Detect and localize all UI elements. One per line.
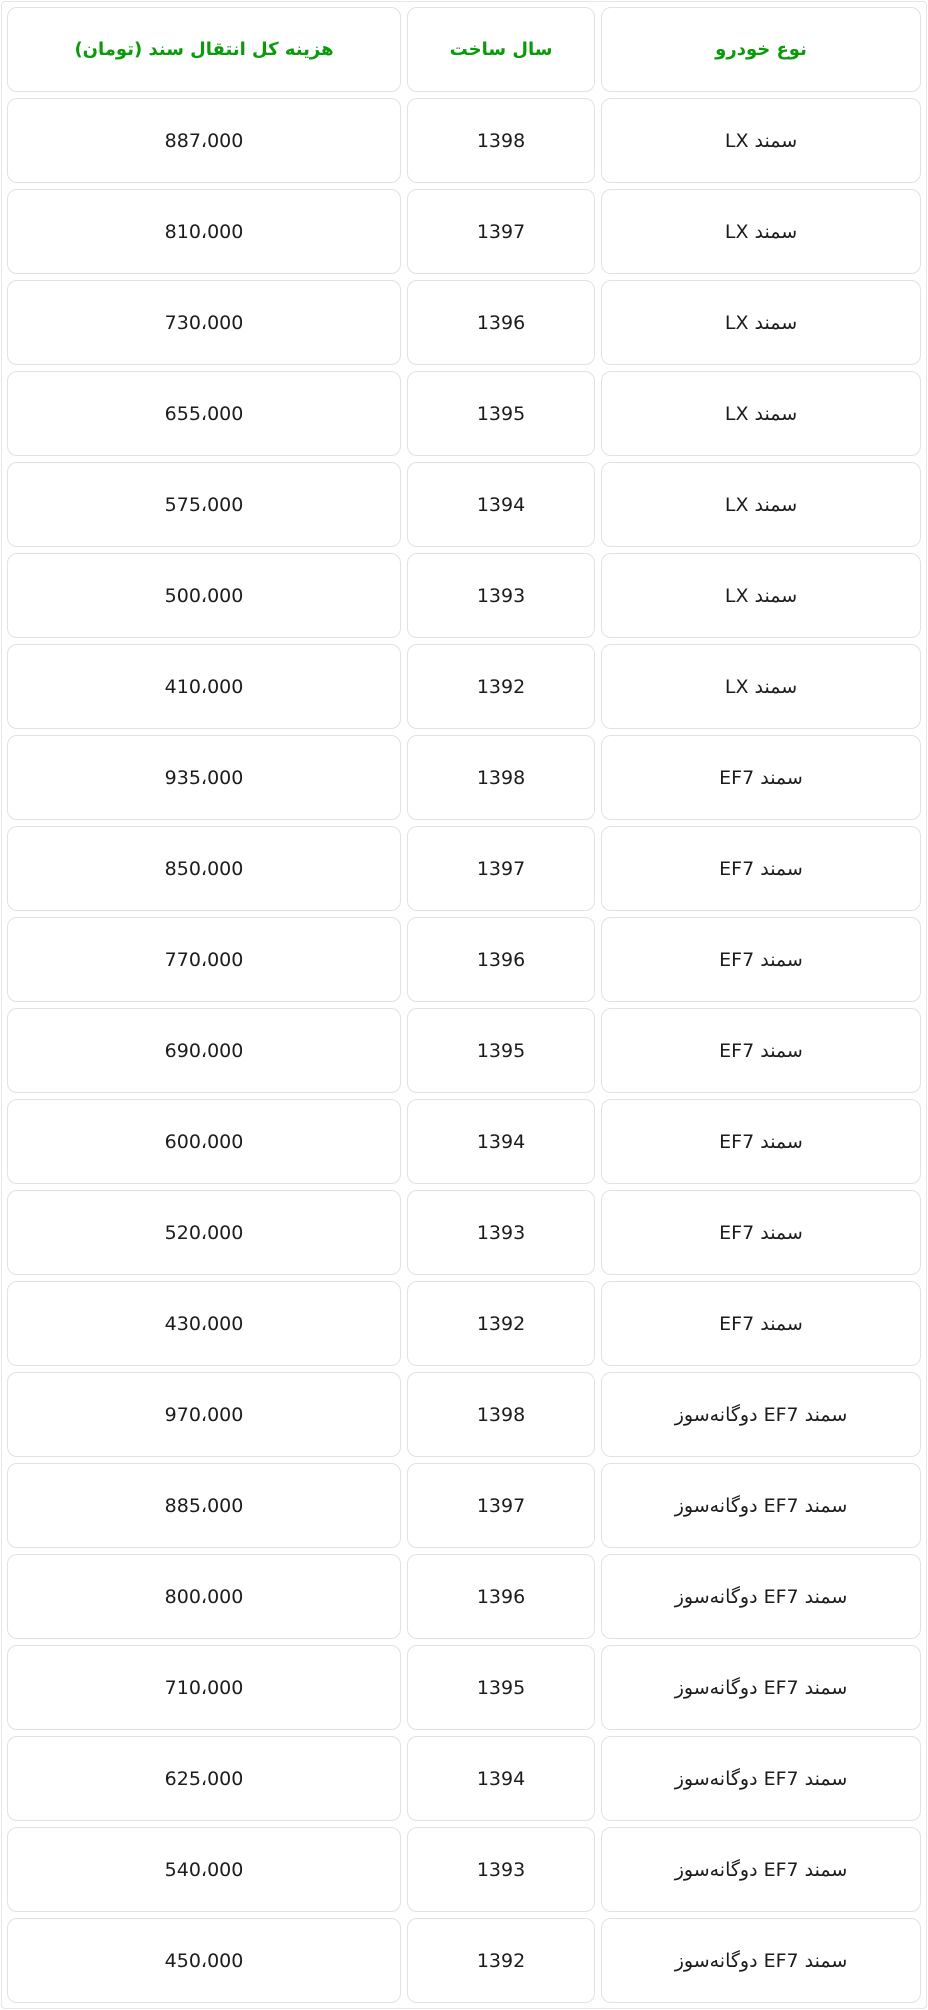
cell-car-type: سمند LX xyxy=(601,98,921,183)
cell-year: 1396 xyxy=(407,1554,595,1639)
cell-cost: 500،000 xyxy=(7,553,401,638)
cell-cost: 430،000 xyxy=(7,1281,401,1366)
cell-cost: 690،000 xyxy=(7,1008,401,1093)
cell-car-type: سمند LX xyxy=(601,644,921,729)
cell-car-type: سمند EF7 xyxy=(601,826,921,911)
cell-car-type: سمند LX xyxy=(601,280,921,365)
cell-cost: 520،000 xyxy=(7,1190,401,1275)
table-body xyxy=(7,98,921,2003)
cell-cost: 885،000 xyxy=(7,1463,401,1548)
table-row xyxy=(7,1827,921,1912)
cell-year: 1397 xyxy=(407,189,595,274)
cell-car-type: سمند LX xyxy=(601,553,921,638)
cell-cost: 935،000 xyxy=(7,735,401,820)
table-row xyxy=(7,1554,921,1639)
cell-car-type: سمند EF7 xyxy=(601,917,921,1002)
cell-car-type: سمند EF7 دوگانه‌سوز xyxy=(601,1554,921,1639)
cell-car-type: سمند EF7 دوگانه‌سوز xyxy=(601,1463,921,1548)
cell-car-type: سمند EF7 xyxy=(601,1190,921,1275)
cell-cost: 410،000 xyxy=(7,644,401,729)
cell-year: 1392 xyxy=(407,1281,595,1366)
cell-year: 1396 xyxy=(407,280,595,365)
cell-year: 1397 xyxy=(407,826,595,911)
table-row xyxy=(7,1190,921,1275)
table-header-row xyxy=(7,7,921,92)
table-row xyxy=(7,280,921,365)
header-cell-year: سال ساخت xyxy=(407,7,595,92)
cell-cost: 730،000 xyxy=(7,280,401,365)
table-row xyxy=(7,1281,921,1366)
cell-cost: 970،000 xyxy=(7,1372,401,1457)
cell-year: 1392 xyxy=(407,644,595,729)
car-transfer-cost-table xyxy=(1,1,927,2009)
cell-cost: 600،000 xyxy=(7,1099,401,1184)
cell-year: 1395 xyxy=(407,1008,595,1093)
cell-car-type: سمند EF7 دوگانه‌سوز xyxy=(601,1827,921,1912)
cell-year: 1395 xyxy=(407,371,595,456)
table-row xyxy=(7,644,921,729)
table-row xyxy=(7,826,921,911)
page xyxy=(0,1,928,2009)
cell-year: 1394 xyxy=(407,1736,595,1821)
cell-car-type: سمند EF7 دوگانه‌سوز xyxy=(601,1918,921,2003)
table-row xyxy=(7,735,921,820)
cell-cost: 655،000 xyxy=(7,371,401,456)
cell-year: 1398 xyxy=(407,1372,595,1457)
header-cell-car-type: نوع خودرو xyxy=(601,7,921,92)
cell-year: 1397 xyxy=(407,1463,595,1548)
table-row xyxy=(7,553,921,638)
cell-car-type: سمند EF7 xyxy=(601,1099,921,1184)
cell-car-type: سمند LX xyxy=(601,462,921,547)
table-row xyxy=(7,371,921,456)
cell-car-type: سمند EF7 xyxy=(601,735,921,820)
table-row xyxy=(7,98,921,183)
cell-car-type: سمند LX xyxy=(601,189,921,274)
cell-year: 1396 xyxy=(407,917,595,1002)
cell-cost: 800،000 xyxy=(7,1554,401,1639)
table-row xyxy=(7,1372,921,1457)
cell-car-type: سمند EF7 دوگانه‌سوز xyxy=(601,1372,921,1457)
table-row xyxy=(7,1918,921,2003)
table-row xyxy=(7,1099,921,1184)
header-cell-cost: هزینه کل انتقال سند (تومان) xyxy=(7,7,401,92)
table-row xyxy=(7,917,921,1002)
cell-year: 1394 xyxy=(407,462,595,547)
cell-year: 1394 xyxy=(407,1099,595,1184)
cell-year: 1393 xyxy=(407,553,595,638)
cell-year: 1393 xyxy=(407,1190,595,1275)
table-row xyxy=(7,1645,921,1730)
table-row xyxy=(7,1008,921,1093)
cell-year: 1398 xyxy=(407,735,595,820)
cell-car-type: سمند EF7 xyxy=(601,1281,921,1366)
table-row xyxy=(7,462,921,547)
cell-cost: 625،000 xyxy=(7,1736,401,1821)
cell-car-type: سمند EF7 دوگانه‌سوز xyxy=(601,1645,921,1730)
table-row xyxy=(7,189,921,274)
cell-car-type: سمند LX xyxy=(601,371,921,456)
cell-car-type: سمند EF7 xyxy=(601,1008,921,1093)
cell-cost: 450،000 xyxy=(7,1918,401,2003)
cell-year: 1392 xyxy=(407,1918,595,2003)
cell-year: 1395 xyxy=(407,1645,595,1730)
cell-cost: 575،000 xyxy=(7,462,401,547)
table-row xyxy=(7,1463,921,1548)
cell-cost: 810،000 xyxy=(7,189,401,274)
cell-year: 1398 xyxy=(407,98,595,183)
cell-cost: 887،000 xyxy=(7,98,401,183)
cell-car-type: سمند EF7 دوگانه‌سوز xyxy=(601,1736,921,1821)
cell-cost: 850،000 xyxy=(7,826,401,911)
table-row xyxy=(7,1736,921,1821)
cell-cost: 710،000 xyxy=(7,1645,401,1730)
cell-year: 1393 xyxy=(407,1827,595,1912)
cell-cost: 540،000 xyxy=(7,1827,401,1912)
cell-cost: 770،000 xyxy=(7,917,401,1002)
